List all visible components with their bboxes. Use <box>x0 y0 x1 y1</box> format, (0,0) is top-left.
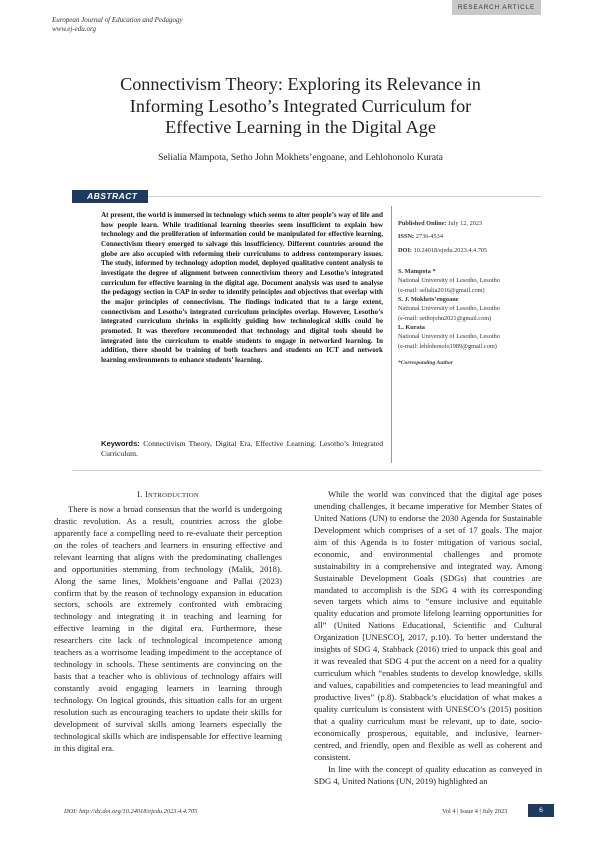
published-label: Published Online: <box>398 220 447 227</box>
issn-value: 2736-4534 <box>415 233 443 241</box>
author-affiliation: National University of Lesotho, Lesotho <box>398 277 500 285</box>
journal-name: European Journal of Education and Pedagogy <box>52 16 183 24</box>
footer-volume: Vol 4 | Issue 4 | July 2023 <box>442 808 508 815</box>
title-line-3: Effective Learning in the Digital Age <box>165 117 436 137</box>
page-number: 6 <box>528 804 554 817</box>
author-affiliation: National University of Lesotho, Lesotho <box>398 305 500 313</box>
author-name: L. Kurata <box>398 324 425 332</box>
issn-label: ISSN: <box>398 233 415 241</box>
body-column-right <box>314 489 542 787</box>
abstract-label: ABSTRACT <box>72 190 148 203</box>
author-name: S. J. Mokhets’engoane <box>398 296 459 304</box>
author-info <box>398 323 538 351</box>
section-heading <box>54 489 282 502</box>
author-email[interactable]: (e-mail: sethojohn2021@gmail.com) <box>398 314 492 322</box>
journal-header <box>52 16 183 34</box>
paper-title <box>60 74 541 139</box>
abstract-bottom-rule <box>72 470 542 471</box>
doi-label: DOI: <box>398 246 412 254</box>
author-email[interactable]: (e-mail: selialia2016@gmail.com) <box>398 286 485 294</box>
title-line-2: Informing Lesotho’s Integrated Curriculum for <box>129 95 472 116</box>
body-paragraph: In line with the concept of quality education as conveyed in SDG 4, United Nations (UN, 2019) highlighted an <box>314 763 542 786</box>
keywords-list: Connectivism Theory, Digital Era, Effective Learning, Lesotho’s Integrated Curriculum. <box>101 439 383 458</box>
article-info-sidebar <box>398 219 538 368</box>
author-info <box>398 295 538 323</box>
keywords <box>101 439 383 458</box>
published-date: July 12, 2023 <box>448 220 483 227</box>
section-heading-initial: I <box>144 490 149 499</box>
corresponding-author-note: *Corresponding Author <box>398 360 453 367</box>
doi-link[interactable]: 10.24018/ejedu.2023.4.4.705 <box>413 246 488 254</box>
published-row <box>398 219 538 228</box>
article-type-badge: RESEARCH ARTICLE <box>452 0 541 15</box>
issn-row <box>398 232 538 241</box>
author-email[interactable]: (e-mail: lehlohonolo1989@gmail.com) <box>398 342 497 350</box>
abstract-text: At present, the world is immersed in technology which seems to alter people’s way of life and how people learn. While traditional learning theories seem insufficient to explain how technology and the proliferation of information could be manipulated for effective learning, Connectivism theory emerged to salvage this insufficiency. Different countries around the globe are also occupied with reforming their curriculums to address contemporary issues. The study, informed by technology adoption model, deployed qualitative content analysis to investigate the degree of alignment between connectivism theory and Lesotho’s integrated curriculum for effective learning in the digital age. Document analysis was used to analyse the pedagogy section in CAP in order to identify principles and objectives that overlap with the major principles of connectivism. The findings indicated that to a large extent, connectivism and Lesotho’s integrated curriculum principles overlap. However, Lesotho’s integrated curriculum shrinks in explicitly guiding how technological skills could be promoted. It was therefore recommended that technology and digital tools should be integrated into the curriculum to enable students to engage in networked learning. In addition, there should be training of both teachers and students on ICT and network learning environments to enhance students’ learning. <box>101 211 383 364</box>
doi-row <box>398 246 538 255</box>
footer-doi[interactable]: DOI: http://dx.doi.org/10.24018/ejedu.2023.4.4.705 <box>64 808 198 815</box>
body-paragraph: While the world was convinced that the digital age poses unending challenges, it became imperative for Member States of United Nations (UN) to endorse the 2030 Agenda for Sustainable Development which comprises of a set of 17 goals. The major aim of this Agenda is to foster mitigation of various social, economic, and environmental challenges and promote sustainability in a comprehensive and integrated way. Among Sustainable Development Goals (SDGs) that countries are mandated to accomplish is the SDG 4 with its corresponding seven targets which aims to “ensure inclusive and equitable quality education and promote lifelong learning opportunities for all” (United Nations Educational, Scientific and Cultural Organization [UNESCO], 2017, p.10). To better understand the insights of SDG 4, Stabback (2016) tried to unpack this goal and it was revealed that SDG 4 put the accent on a need for a quality curriculum which “enables students to develop knowledge, skills and values, capabilities and competencies to lead meaningful and productive lives” (p.8). Stabback’s elucidation of what makes a quality curriculum is consistent with UNESCO’s (2015) position that a quality curriculum must be relevant, up to date, socio-economically prosperous, equitable, and inclusive, learner-centred, and friendly, open and flexible as well as coherent and consistent. <box>314 489 542 762</box>
author-list: Selialia Mampota, Setho John Mokhets’engoane, and Lehlohonolo Kurata <box>158 152 443 163</box>
author-info <box>398 267 538 295</box>
keywords-label: Keywords: <box>101 439 140 448</box>
section-number: I. <box>137 490 143 499</box>
author-name: S. Mampota * <box>398 268 436 276</box>
journal-website: www.ej-edu.org <box>52 25 96 33</box>
author-affiliation: National University of Lesotho, Lesotho <box>398 333 500 341</box>
sidebar-divider <box>391 206 392 463</box>
title-line-1: Connectivism Theory: Exploring its Relevance in <box>120 74 481 94</box>
body-column-left <box>54 489 282 755</box>
section-heading-rest: NTRODUCTION <box>148 492 199 499</box>
body-paragraph: There is now a broad consensus that the world is undergoing drastic revolution. As a result, countries across the globe apparently face a compelling need to re-evaluate their perception on the roles of teachers and learners in ensuring effective and relevant learning that aligns with the predominating challenges and opportunities stemming from technology (Malik, 2018). Along the same lines, Mokhets’engoane and Pallai (2023) confirm that by the reason of technology expansion in education sectors, schools are extremely confronted with embracing technology and integrating it in teaching and learning for effective learning in the digital era. Furthermore, these researchers cite lack of technological incompetence among teachers as a worrisome leading impediment to the acceptance of technology in schools. These sentiments are convincing on the basis that a teacher who is oblivious of technology affairs will constantly avoid engaging learners in learning through technology. On logical grounds, this situation calls for an urgent resolution such as encouraging teachers to update their skills for development of survival skills among learners especially the technological skills which are indispensable for effective learning in this digital era. <box>54 503 282 753</box>
